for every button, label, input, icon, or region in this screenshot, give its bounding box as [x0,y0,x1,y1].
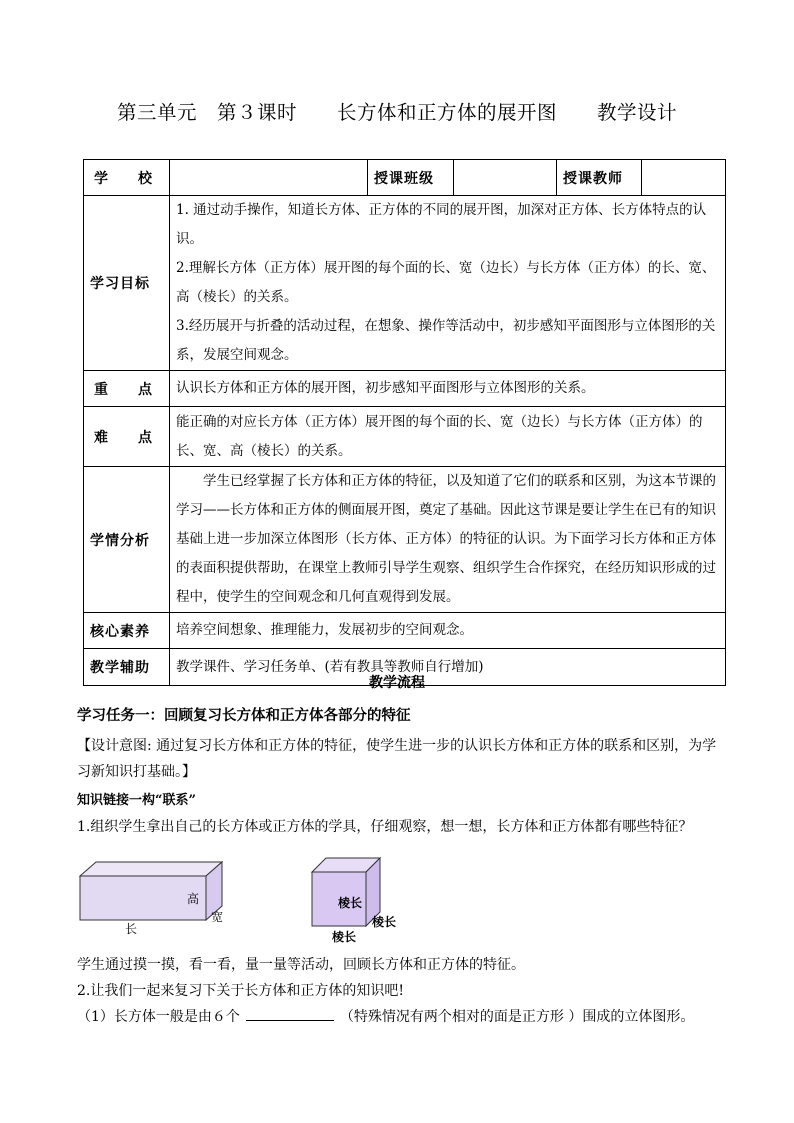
class-value-cell [454,160,557,196]
school-value-cell [170,160,368,196]
cube-bottom-edge-label: 棱长 [332,930,357,944]
table-row-core [84,613,726,649]
key-label-cell: 重 点 [84,371,170,407]
lesson-info-table [83,159,726,686]
answer-blank[interactable] [246,1008,334,1021]
cube-front-edge-label: 棱长 [338,896,363,910]
analysis-cell: 学生已经掌握了长方体和正方体的特征，以及知道了它们的联系和区别，为这本节课的学习——长方体和正方体的侧面展开图，奠定了基础。因此这节课是要让学生在已有的知识基础上进一步加深立体图形（长方体、正方体）的特征的认识。为下面学习长方体和正方体的表面积提供帮助，在课堂上教师引导学生观察、组织学生合作探究，在经历知识形成的过程中，使学生的空间观念和几何直观得到发展。 [170,467,726,613]
teacher-label-cell: 授课教师 [557,160,642,196]
flow-title: 教学流程 [369,675,425,691]
cuboid-drawing [78,860,238,940]
task1-heading: 学习任务一：回顾复习长方体和正方体各部分的特征 [77,707,411,724]
difficult-label-cell: 难 点 [84,407,170,467]
table-row-key [84,371,726,407]
analysis-label-cell: 学情分析 [84,467,170,613]
knowledge-link: 知识链接一构“联系” [77,793,196,808]
page-title: 第三单元 第３课时 长方体和正方体的展开图 教学设计 [116,101,677,124]
table-row-school [84,160,726,196]
cube-drawing [308,852,418,944]
question-1: 1.组织学生拿出自己的长方体或正方体的学具，仔细观察，想一想，长方体和正方体都有哪些特征？ [77,819,693,835]
cube-side-edge-label: 棱长 [372,915,397,929]
question-2: 2.让我们一起来复习下关于长方体和正方体的知识吧! [77,983,404,999]
table-row-difficult [84,407,726,467]
design-intent-line2: 习新知识打基础。】 [77,764,196,780]
goal-item: 1. 通过动手操作，知道长方体、正方体的不同的展开图，加深对正方体、长方体特点的认识。 [176,202,707,247]
goal-item: 2.理解长方体（正方体）展开图的每个面的长、宽（边长）与长方体（正方体）的长、宽、高（棱长）的关系。 [176,260,716,305]
class-label-cell: 授课班级 [368,160,454,196]
aids-label-cell: 教学辅助 [84,649,170,686]
aids-cell: 教学课件、学习任务单、(若有教具等教师自行增加) [170,649,726,686]
table-row-analysis [84,467,726,613]
table-row-goals [84,196,726,371]
cube-figure [308,852,418,944]
core-cell: 培养空间想象、推理能力，发展初步的空间观念。 [170,613,726,649]
school-label-cell: 学 校 [84,160,170,196]
cuboid-width-label: 宽 [211,910,224,924]
cuboid-figure [78,860,238,940]
cuboid-length-label: 长 [125,922,138,936]
cuboid-height-label: 高 [187,892,200,906]
goal-item: 3.经历展开与折叠的活动过程，在想象、操作等活动中，初步感知平面图形与立体图形的关系，发展空间观念。 [176,318,716,363]
core-label-cell: 核心素养 [84,613,170,649]
question-2-1: （1）长方体一般是由６个 （特殊情况有两个相对的面是正方形 ）围成的立体图形。 [77,1009,695,1025]
goals-cell [170,196,726,371]
design-intent-line1: 【设计意图: 通过复习长方体和正方体的特征，使学生进一步的认识长方体和正方体的联系和区别，为学 [77,738,717,754]
goals-label-cell: 学习目标 [84,196,170,371]
difficult-point-cell: 能正确的对应长方体（正方体）展开图的每个面的长、宽（边长）与长方体（正方体）的长、宽、高（棱长）的关系。 [170,407,726,467]
key-point-cell: 认识长方体和正方体的展开图，初步感知平面图形与立体图形的关系。 [170,371,726,407]
after-figure-text: 学生通过摸一摸，看一看，量一量等活动，回顾长方体和正方体的特征。 [77,957,525,973]
teacher-value-cell [642,160,726,196]
